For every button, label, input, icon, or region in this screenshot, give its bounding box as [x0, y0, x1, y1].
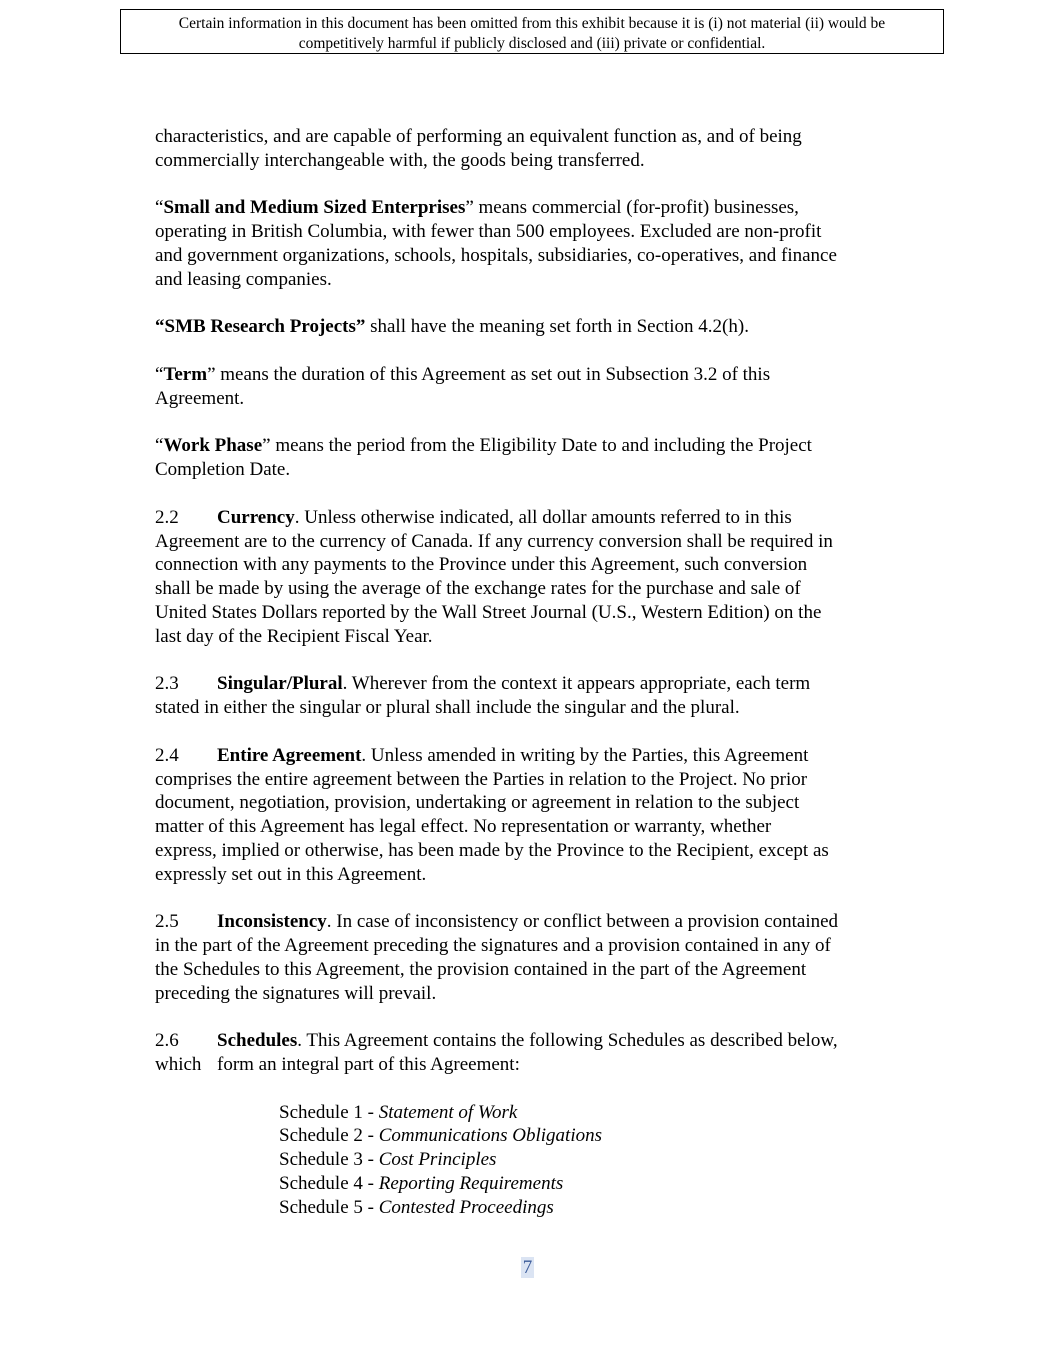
- defined-term: “SMB Research Projects”: [155, 316, 366, 338]
- page-number-value: 7: [522, 1257, 533, 1278]
- list-item: Schedule 5 - Contested Proceedings: [279, 1196, 554, 1218]
- section-number: 2.6: [155, 1030, 179, 1052]
- definition-work-phase: “Work Phase” means the period from the Eligibility Date to and including the Project Completion Date.: [155, 435, 812, 481]
- section-title: Inconsistency: [217, 911, 327, 933]
- section-title: Entire Agreement: [217, 744, 362, 766]
- definition-term: “Term” means the duration of this Agreement as set out in Subsection 3.2 of this Agreement.: [155, 363, 771, 409]
- list-item: Schedule 4 - Reporting Requirements: [279, 1173, 564, 1195]
- defined-term: Term: [163, 363, 208, 385]
- section-title: Singular/Plural: [217, 673, 343, 695]
- notice-line-2: competitively harmful if publicly disclosed and (iii) private or confidential.: [298, 35, 766, 52]
- defined-term: Small and Medium Sized Enterprises: [163, 197, 466, 219]
- list-item: Schedule 3 - Cost Principles: [279, 1149, 497, 1171]
- section-title: Schedules: [217, 1030, 298, 1052]
- section-title: Currency: [217, 506, 295, 528]
- confidentiality-notice: [120, 9, 944, 54]
- section-number: 2.4: [155, 744, 179, 766]
- schedule-list: [279, 1101, 915, 1220]
- intro-paragraph: characteristics, and are capable of performing an equivalent function as, and of being commercially interchangeable with, the goods being transferred.: [155, 126, 802, 171]
- page-number: [0, 1256, 1055, 1279]
- section-number: 2.2: [155, 506, 179, 528]
- section-number: 2.3: [155, 673, 179, 695]
- definition-sme: “Small and Medium Sized Enterprises” means commercial (for-profit) businesses, operating in British Columbia, with fewer than 500 employees. Excluded are non-profit and government organizations, schools, hospitals, subsidiaries, co-operatives, and finance and leasing companies.: [155, 197, 837, 290]
- document-body: [155, 125, 915, 1220]
- defined-term: Work Phase: [163, 435, 263, 457]
- notice-line-1: Certain information in this document has been omitted from this exhibit because it is (i) not material (ii) would be: [178, 15, 886, 32]
- section-2-6-schedules: 2.6 Schedules. This Agreement contains the following Schedules as described below, which form an integral part of this Agreement:: [155, 1030, 838, 1076]
- definition-smb-research-projects: “SMB Research Projects” shall have the meaning set forth in Section 4.2(h).: [155, 316, 749, 338]
- section-2-3-singular-plural: 2.3 Singular/Plural. Wherever from the context it appears appropriate, each term stated in either the singular or plural shall include the singular and the plural.: [155, 673, 811, 719]
- list-item: Schedule 2 - Communications Obligations: [279, 1125, 602, 1147]
- section-number: 2.5: [155, 911, 179, 933]
- section-2-2-currency: 2.2 Currency. Unless otherwise indicated, all dollar amounts referred to in this Agreement are to the currency of Canada. If any currency conversion shall be required in connection with any payments to the Province under this Agreement, such conversion shall be made by using the average of the exchange rates for the purchase and sale of United States Dollars reported by the Wall Street Journal (U.S., Western Edition) on the last day of the Recipient Fiscal Year.: [155, 506, 833, 647]
- section-2-4-entire-agreement: 2.4 Entire Agreement. Unless amended in writing by the Parties, this Agreement comprises the entire agreement between the Parties in relation to the Project. No prior document, negotiation, provision, undertaking or agreement in relation to the subject matter of this Agreement has legal effect. No representation or warranty, whether express, implied or otherwise, has been made by the Province to the Recipient, except as expressly set out in this Agreement.: [155, 744, 829, 885]
- list-item: Schedule 1 - Statement of Work: [279, 1101, 518, 1123]
- section-2-5-inconsistency: 2.5 Inconsistency. In case of inconsistency or conflict between a provision contained in the part of the Agreement preceding the signatures and a provision contained in any of the Schedules to this Agreement, the provision contained in the part of the Agreement preceding the signatures will prevail.: [155, 911, 839, 1004]
